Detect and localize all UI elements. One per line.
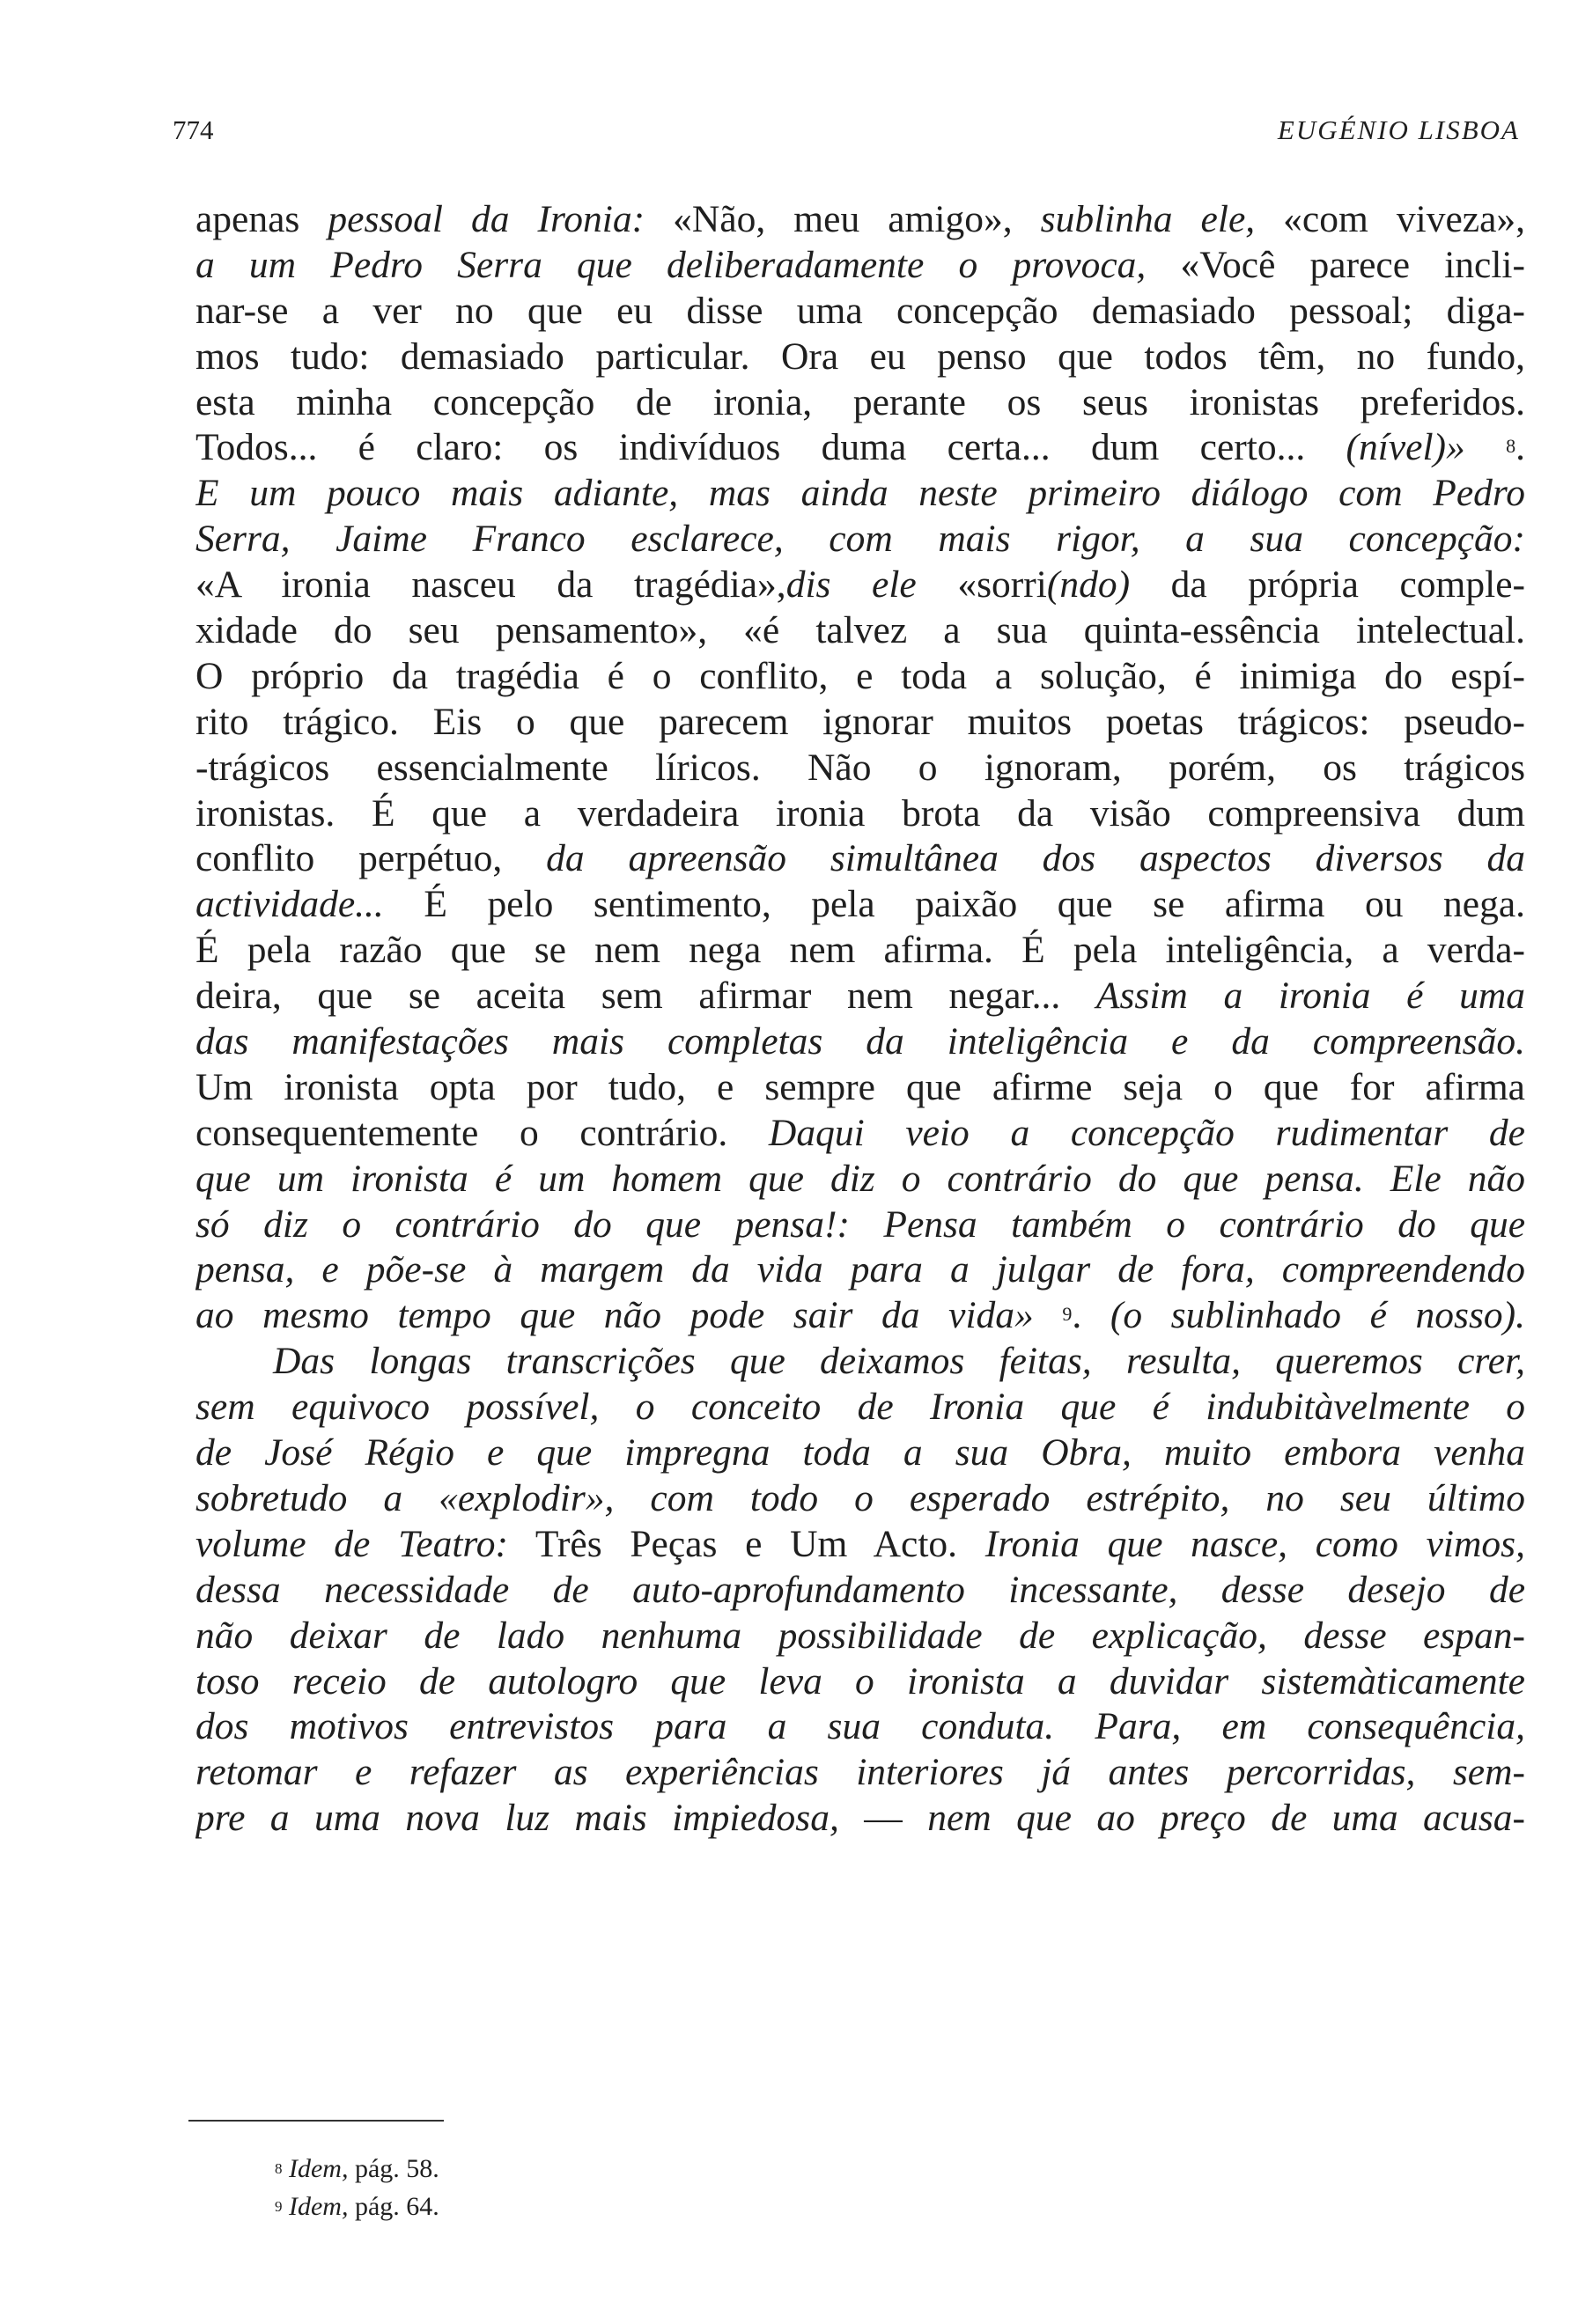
text-line: a um Pedro Serra que deliberadamente o provoca, «Você parece incli-	[195, 243, 1525, 286]
text-line: xidade do seu pensamento», «é talvez a sua quinta-essência intelectual.	[195, 609, 1525, 652]
footnote-page: pág. 58.	[354, 2154, 439, 2183]
text-line: O próprio da tragédia é o conflito, e toda a solução, é inimiga do espí-	[195, 654, 1525, 697]
text-line: Serra, Jaime Franco esclarece, com mais rigor, a sua concepção:	[195, 518, 1525, 561]
page-number: 774	[173, 114, 214, 145]
text-line: das manifestações mais completas da inteligência e da compreensão.	[195, 1020, 1525, 1063]
text-line: «A ironia nasceu da tragédia»,dis ele «sorri(ndo) da própria comple-	[195, 563, 1525, 607]
text-line: conflito perpétuo, da apreensão simultânea dos aspectos diversos da	[195, 837, 1525, 880]
footnote	[275, 2188, 439, 2225]
text-line: apenas pessoal da Ironia: «Não, meu amigo», sublinha ele, «com viveza»,	[195, 198, 1525, 240]
text-line: pensa, e põe-se à margem da vida para a julgar de fora, compreendendo	[195, 1248, 1525, 1291]
text-line: deira, que se aceita sem afirmar nem negar... Assim a ironia é uma	[195, 974, 1525, 1018]
text-line: Todos... é claro: os indivíduos duma certa... dum certo... (nível)» $^8$.	[195, 426, 1525, 469]
text-line: volume de Teatro: Três Peças e Um Acto. Ironia que nasce, como vimos,	[195, 1522, 1525, 1565]
footnote-source: Idem,	[289, 2154, 349, 2183]
footnote	[275, 2150, 439, 2188]
body-text	[195, 197, 1525, 1842]
text-line: que um ironista é um homem que diz o contrário do que pensa. Ele não	[195, 1157, 1525, 1200]
text-line: É pela razão que se nem nega nem afirma. É pela inteligência, a verda-	[195, 929, 1525, 972]
footnote-source: Idem,	[289, 2192, 349, 2221]
text-line: sem equivoco possível, o conceito de Ironia que é indubitàvelmente o	[195, 1386, 1525, 1429]
text-line: nar-se a ver no que eu disse uma concepção demasiado pessoal; diga-	[195, 289, 1525, 332]
text-line: de José Régio e que impregna toda a sua Obra, muito embora venha	[195, 1431, 1525, 1475]
text-line: mos tudo: demasiado particular. Ora eu penso que todos têm, no fundo,	[195, 335, 1525, 378]
text-line: toso receio de autologro que leva o ironista a duvidar sistemàticamente	[195, 1659, 1525, 1703]
text-line: dos motivos entrevistos para a sua conduta. Para, em consequência,	[195, 1705, 1525, 1748]
text-line: dessa necessidade de auto-aprofundamento incessante, desse desejo de	[195, 1568, 1525, 1611]
text-line: sobretudo a «explodir», com todo o esperado estrépito, no seu último	[195, 1476, 1525, 1519]
text-line: E um pouco mais adiante, mas ainda neste primeiro diálogo com Pedro	[195, 472, 1525, 515]
text-line: esta minha concepção de ironia, perante os seus ironistas preferidos.	[195, 380, 1525, 423]
footnote-mark: 9	[275, 2198, 283, 2215]
text-line: actividade... É pelo sentimento, pela paixão que se afirma ou nega.	[195, 883, 1525, 926]
text-line: ironistas. É que a verdadeira ironia brota da visão compreensiva dum	[195, 791, 1525, 835]
footnote-mark: 8	[275, 2160, 283, 2177]
text-line: ao mesmo tempo que não pode sair da vida» $^9$. (o sublinhado é nosso).	[195, 1294, 1525, 1337]
text-line: Das longas transcrições que deixamos feitas, resulta, queremos crer,	[273, 1340, 1525, 1383]
text-line: rito trágico. Eis o que parecem ignorar muitos poetas trágicos: pseudo-	[195, 700, 1525, 743]
text-line: pre a uma nova luz mais impiedosa, — nem que ao preço de uma acusa-	[195, 1797, 1525, 1840]
text-line: não deixar de lado nenhuma possibilidade de explicação, desse espan-	[195, 1614, 1525, 1657]
running-header	[173, 104, 1520, 157]
text-line: retomar e refazer as experiências interiores já antes percorridas, sem-	[195, 1751, 1525, 1794]
text-line: Um ironista opta por tudo, e sempre que afirme seja o que for afirma	[195, 1065, 1525, 1108]
footnote-page: pág. 64.	[354, 2192, 439, 2221]
text-line: só diz o contrário do que pensa!: Pensa também o contrário do que	[195, 1202, 1525, 1246]
text-line: consequentemente o contrário. Daqui veio a concepção rudimentar de	[195, 1111, 1525, 1154]
footnote-rule	[188, 2120, 444, 2122]
footnotes	[275, 2150, 439, 2225]
text-line: -trágicos essencialmente líricos. Não o ignoram, porém, os trágicos	[195, 746, 1525, 789]
running-head-author: EUGÉNIO LISBOA	[1277, 114, 1520, 145]
